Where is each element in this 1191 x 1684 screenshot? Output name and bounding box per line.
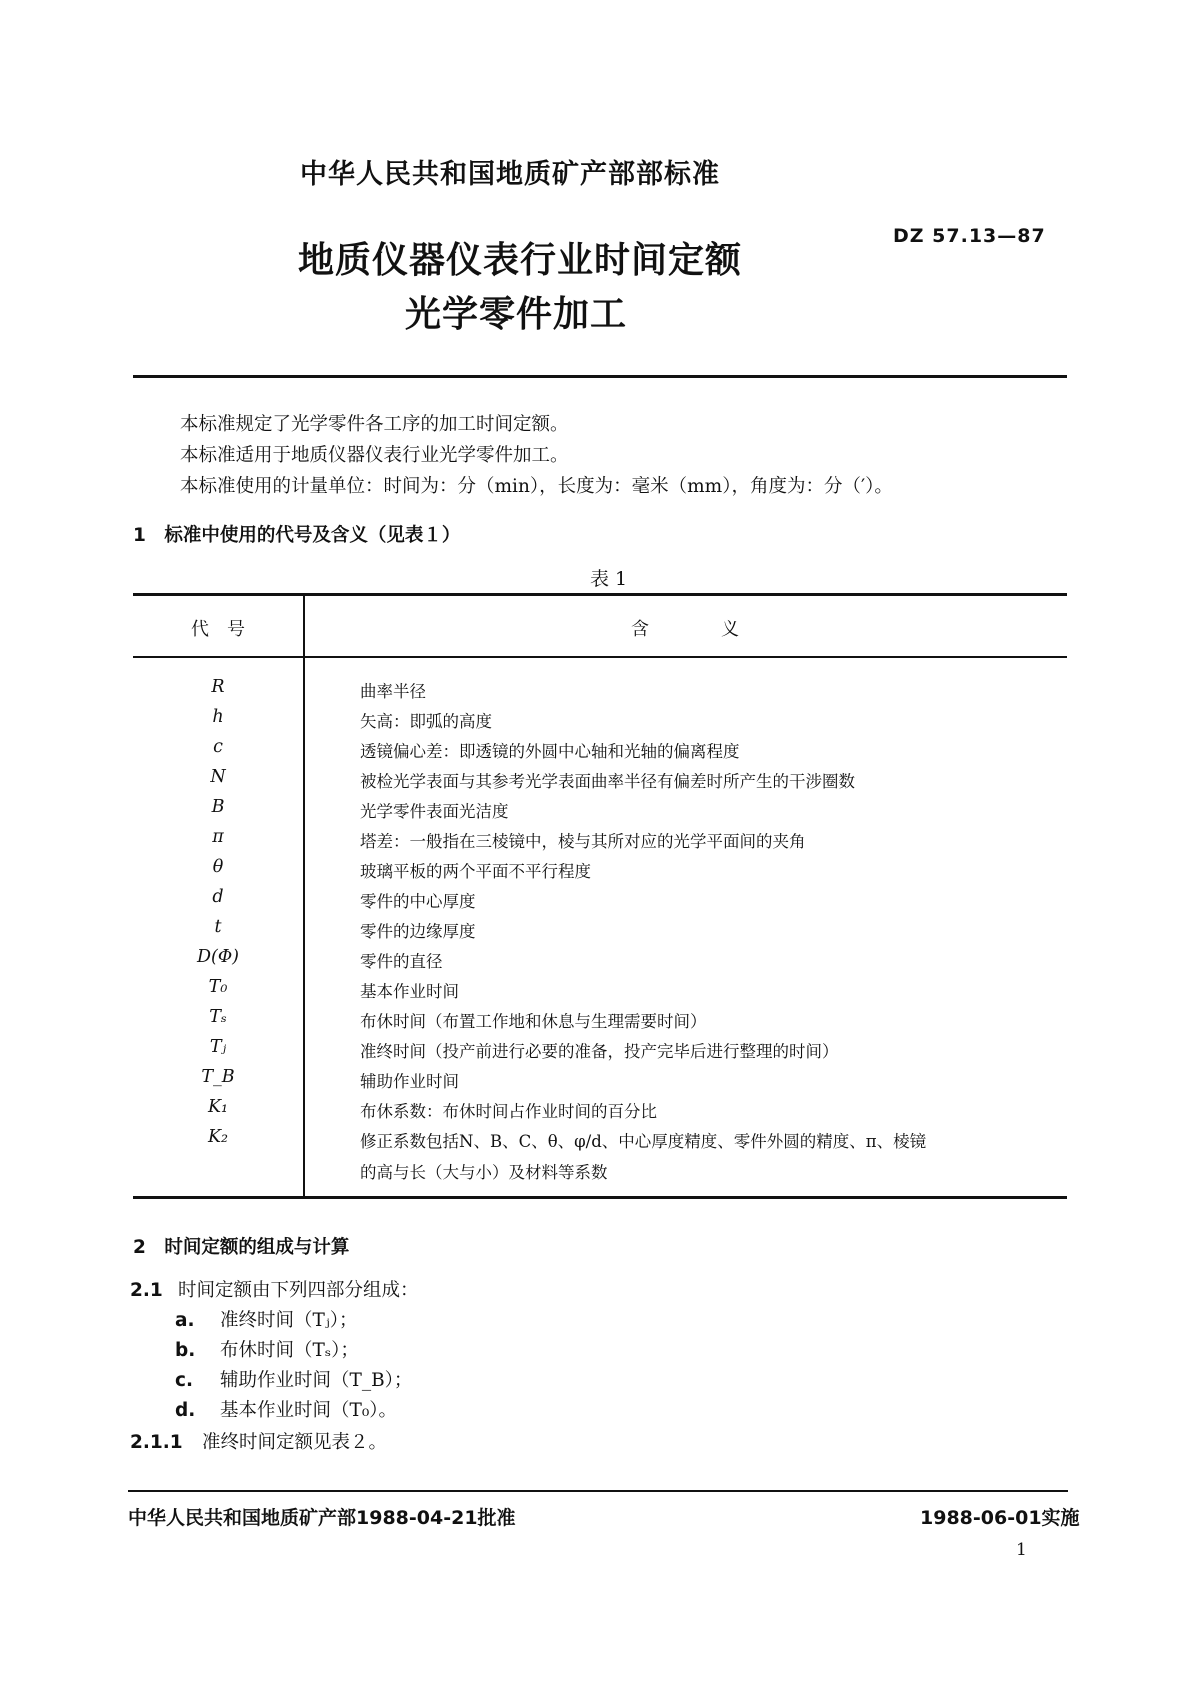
table-cell-meaning: 零件的中心厚度 xyxy=(360,892,476,911)
table-cell-code: D(Φ) xyxy=(196,947,240,967)
table-cell-meaning: 零件的边缘厚度 xyxy=(360,922,476,941)
table-cell-meaning: 被检光学表面与其参考光学表面曲率半径有偏差时所产生的干涉圈数 xyxy=(360,772,855,791)
table-cell-meaning: 准终时间（投产前进行必要的准备，投产完毕后进行整理的时间） xyxy=(360,1042,839,1061)
section-1-heading: 1 标准中使用的代号及含义（见表１） xyxy=(133,525,461,546)
intro-paragraph: 本标准规定了光学零件各工序的加工时间定额。 xyxy=(180,414,569,435)
header-divider xyxy=(133,375,1067,378)
table-cell-code: t xyxy=(214,917,222,937)
table-cell-code: h xyxy=(212,707,224,727)
table-cell-meaning: 光学零件表面光洁度 xyxy=(360,802,509,821)
clause-text: 时间定额由下列四部分组成： xyxy=(178,1280,419,1301)
table-cell-code: K₁ xyxy=(207,1097,229,1117)
table-cell-code: T₀ xyxy=(208,977,228,997)
list-item-text: 布休时间（Tₛ）； xyxy=(220,1340,359,1361)
list-item xyxy=(175,1366,412,1392)
clause-number: 2.1.1 xyxy=(130,1432,183,1453)
intro-paragraph: 本标准使用的计量单位：时间为：分（min），长度为：毫米（mm），角度为：分（′）。 xyxy=(180,476,893,497)
table-cell-meaning: 修正系数包括N、B、C、θ、φ/d、中心厚度精度、零件外圆的精度、π、棱镜 xyxy=(360,1132,927,1151)
table-caption: 表 1 xyxy=(590,568,628,590)
table-top-rule xyxy=(133,593,1067,596)
clause-number: 2.1 xyxy=(130,1280,163,1301)
table-cell-meaning: 布休系数：布休时间占作业时间的百分比 xyxy=(360,1102,657,1121)
ministry-standard-label: 中华人民共和国地质矿产部部标准 xyxy=(300,159,720,190)
table-column-divider xyxy=(303,593,305,1199)
table-cell-meaning: 矢高：即弧的高度 xyxy=(360,712,492,731)
table-cell-code: c xyxy=(213,737,223,757)
page-title-line1: 地质仪器仪表行业时间定额 xyxy=(298,240,743,281)
table-cell-code: Tⱼ xyxy=(209,1037,227,1057)
effective-date: 1988-06-01实施 xyxy=(920,1507,1080,1529)
table-cell-code: d xyxy=(212,887,224,907)
clause-2-1-1 xyxy=(130,1428,387,1454)
table-cell-code: N xyxy=(210,767,226,787)
table-header-rule xyxy=(133,656,1067,658)
table-cell-meaning: 玻璃平板的两个平面不平行程度 xyxy=(360,862,591,881)
section-2-heading: 2 时间定额的组成与计算 xyxy=(133,1237,350,1258)
table-cell-meaning: 布休时间（布置工作地和休息与生理需要时间） xyxy=(360,1012,707,1031)
clause-text: 准终时间定额见表２。 xyxy=(202,1432,388,1453)
table-cell-meaning: 零件的直径 xyxy=(360,952,443,971)
table-cell-meaning: 基本作业时间 xyxy=(360,982,459,1001)
footer-divider xyxy=(128,1490,1068,1492)
table-cell-meaning: 辅助作业时间 xyxy=(360,1072,459,1091)
page-number: 1 xyxy=(1016,1540,1027,1560)
table-cell-code: θ xyxy=(212,857,224,877)
table-cell-meaning: 塔差：一般指在三棱镜中，棱与其所对应的光学平面间的夹角 xyxy=(360,832,806,851)
symbols-table xyxy=(133,593,1067,1199)
table-cell-code: Tₛ xyxy=(209,1007,227,1027)
table-cell-meaning: 透镜偏心差：即透镜的外圆中心轴和光轴的偏离程度 xyxy=(360,742,740,761)
table-cell-meaning: 曲率半径 xyxy=(360,682,426,701)
table-cell-code: T_B xyxy=(201,1067,235,1087)
list-item-text: 准终时间（Tⱼ）； xyxy=(220,1310,358,1331)
table-header-code: 代 号 xyxy=(191,619,245,640)
list-item-label: a. xyxy=(175,1310,195,1331)
document-number: DZ 57.13—87 xyxy=(893,225,1046,247)
page-title-line2: 光学零件加工 xyxy=(405,294,628,335)
table-cell-code: K₂ xyxy=(207,1127,229,1147)
clause-2-1 xyxy=(130,1276,419,1302)
table-cell-code: B xyxy=(211,797,225,817)
list-item xyxy=(175,1396,397,1422)
table-bottom-rule xyxy=(133,1196,1067,1199)
approval-date: 中华人民共和国地质矿产部1988-04-21批准 xyxy=(128,1507,516,1529)
table-cell-code: π xyxy=(212,827,224,847)
table-cell-meaning-continuation: 的高与长（大与小）及材料等系数 xyxy=(360,1163,608,1182)
list-item-label: b. xyxy=(175,1340,196,1361)
list-item-text: 基本作业时间（T₀）。 xyxy=(220,1400,398,1421)
table-header-meaning: 含 义 xyxy=(631,619,739,640)
list-item xyxy=(175,1336,359,1362)
list-item xyxy=(175,1306,357,1332)
list-item-text: 辅助作业时间（T_B）； xyxy=(220,1370,413,1391)
list-item-label: d. xyxy=(175,1400,196,1421)
table-cell-code: R xyxy=(211,677,225,697)
list-item-label: c. xyxy=(175,1370,193,1391)
intro-paragraph: 本标准适用于地质仪器仪表行业光学零件加工。 xyxy=(180,445,569,466)
